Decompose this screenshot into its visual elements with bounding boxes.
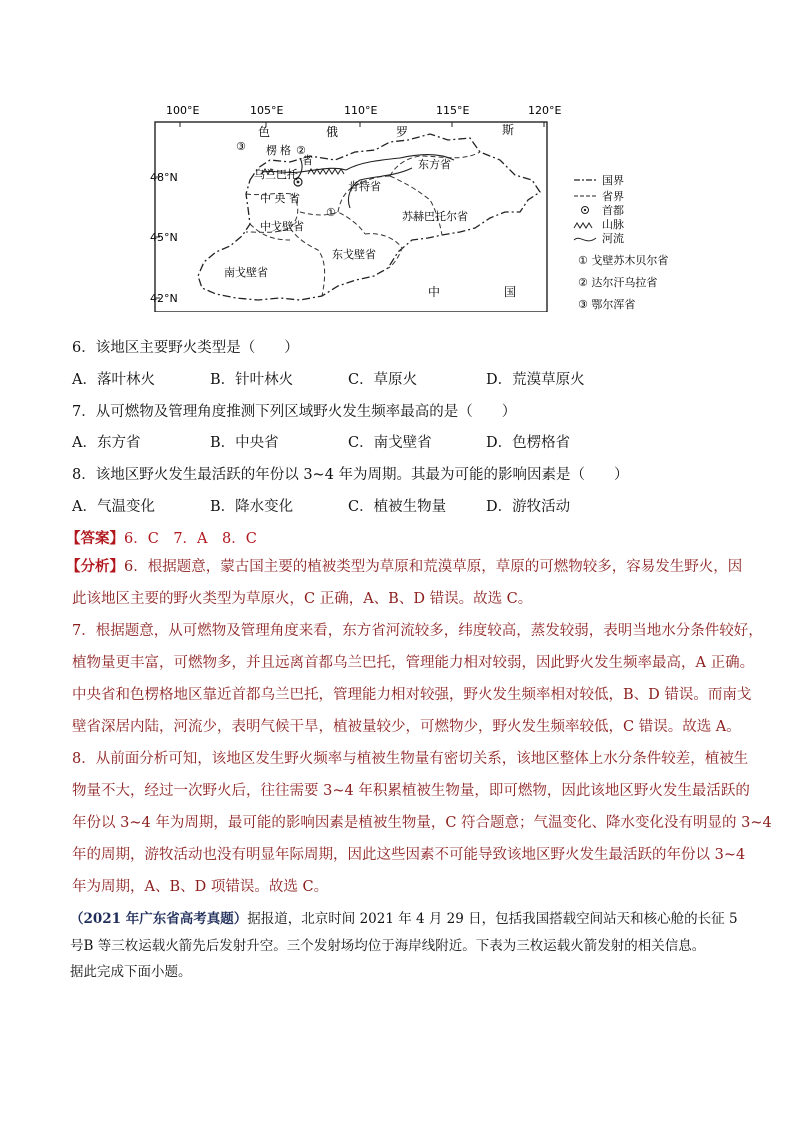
question-6-stem: 6．该地区主要野火类型是（ ） [72, 340, 299, 356]
lon-label: 100°E [166, 104, 200, 117]
q7-option-c: C．南戈壁省 [348, 435, 432, 451]
lon-label: 110°E [344, 104, 378, 117]
country-label-russia: 罗 [396, 125, 409, 139]
answer-text: 6．C 7．A 8．C [124, 531, 257, 547]
q6-option-a: A．落叶林火 [72, 372, 155, 388]
analysis-7-line-1: 7．根据题意，从可燃物及管理角度来看，东方省河流较多，纬度较高，蒸发较弱，表明当地水分条件较好， [72, 623, 763, 639]
analysis-7 [72, 615, 763, 743]
province-label: 格 [280, 144, 291, 157]
q7-option-a: A．东方省 [72, 435, 141, 451]
legend-note-1: ① 戈壁苏木贝尔省 [578, 254, 669, 267]
q6-option-c: C．草原火 [348, 372, 418, 388]
legend-mountain: 山脉 [602, 218, 624, 231]
analysis-6 [66, 551, 743, 615]
map-frame [155, 122, 547, 312]
lon-label: 115°E [436, 104, 470, 117]
province-label: 中戈壁省 [260, 220, 304, 233]
question-7-stem: 7．从可燃物及管理角度推测下列区域野火发生频率最高的是（ ） [72, 404, 517, 420]
analysis-8-line-5: 年为周期，A、B、D 项错误。故选 C。 [72, 879, 329, 895]
province-label: 南戈壁省 [224, 266, 268, 279]
analysis-8-line-2: 物量不大，经过一次野火后，往往需要 3~4 年积累植被生物量，即可燃物，因此该地区野火发生最活跃的 [72, 783, 750, 799]
lat-label: 42°N [150, 292, 178, 305]
province-label: 省 [302, 154, 313, 167]
province-label: 东戈壁省 [332, 248, 376, 261]
q8-option-b: B．降水变化 [210, 499, 294, 515]
province-label: 肯特省 [348, 180, 381, 193]
analysis-7-line-4: 壁省深居内陆，河流少，表明气候干旱，植被量较少，可燃物少，野火发生频率较低，C 错误。故选 A。 [72, 719, 741, 735]
province-label: 东方省 [418, 158, 451, 171]
intro-line-2: 号B 等三枚运载火箭先后发射升空。三个发射场均位于海岸线附近。下表为三枚运载火箭发射的相关信息。 [70, 937, 706, 954]
analysis-8-line-1: 8．从前面分析可知，该地区发生野火频率与植被生物量有密切关系，该地区整体上水分条件较差，植被生 [72, 751, 749, 767]
analysis-8-line-3: 年份以 3~4 年为周期，最可能的影响因素是植被生物量，C 符合题意；气温变化、降水变化没有明显的 3~4 [72, 815, 772, 831]
province-label: 中 央 省 [260, 192, 300, 205]
q8-option-c: C．植被生物量 [348, 499, 447, 515]
q8-option-d: D．游牧活动 [486, 499, 571, 515]
answer-label: 【答案】 [66, 530, 124, 547]
next-question-intro [70, 906, 740, 986]
analysis-7-line-2: 植物量更丰富，可燃物多，并且远离首都乌兰巴托，管理能力相对较弱，因此野火发生频率最高，A 正确。 [72, 655, 755, 671]
map-legend [574, 174, 668, 311]
q6-option-d: D．荒漠草原火 [486, 372, 585, 388]
province-label: 乌兰巴托 [254, 168, 298, 181]
q7-option-d: D．色楞格省 [486, 435, 571, 451]
lat-label: 48°N [150, 171, 178, 184]
mongolia-map [150, 100, 690, 312]
answer-line [66, 527, 257, 548]
legend-note-2: ② 达尔汗乌拉省 [578, 276, 658, 289]
country-label-russia: 俄 [326, 125, 339, 139]
marker-3: ③ [236, 140, 246, 153]
marker-2: ② [296, 144, 306, 157]
marker-1: ① [326, 206, 336, 219]
legend-capital: 首都 [602, 204, 624, 217]
analysis-8 [72, 743, 772, 903]
intro-line-3: 据此完成下面小题。 [70, 964, 192, 980]
analysis-8-line-4: 年的周期，游牧活动也没有明显年际周期，因此这些因素不可能导致该地区野火发生最活跃的年份以 3~4 [72, 847, 746, 863]
country-label-china: 国 [504, 285, 517, 299]
legend-river: 河流 [602, 232, 624, 245]
q7-option-b: B．中央省 [210, 435, 279, 451]
analysis-label: 【分析】 [66, 558, 124, 575]
province-label: 苏赫巴托尔省 [402, 210, 468, 223]
q8-option-a: A．气温变化 [72, 499, 155, 515]
legend-national-border: 国界 [602, 174, 624, 187]
lon-label: 120°E [528, 104, 562, 117]
country-label-russia: 斯 [502, 123, 515, 137]
intro-line-1: 据报道，北京时间 2021 年 4 月 29 日，包括我国搭载空间站天和核心舱的长征 5 [247, 911, 738, 927]
legend-note-3: ③ 鄂尔浑省 [578, 298, 636, 311]
analysis-7-line-3: 中央省和色楞格地区靠近首都乌兰巴托，管理能力相对较强，野火发生频率相对较低，B、D 错误。而南戈 [72, 687, 752, 703]
country-label-china: 中 [428, 285, 441, 299]
analysis-6-line-1: 6．根据题意，蒙古国主要的植被类型为草原和荒漠草原，草原的可燃物较多，容易发生野火，因 [124, 559, 743, 575]
country-label-russia: 色 [258, 125, 271, 139]
legend-province-border: 省界 [602, 190, 624, 203]
map-figure [150, 100, 690, 312]
analysis-6-line-2: 此该地区主要的野火类型为草原火，C 正确，A、B、D 错误。故选 C。 [72, 591, 533, 607]
lat-label: 45°N [150, 231, 178, 244]
lon-label: 105°E [250, 104, 284, 117]
q6-option-b: B．针叶林火 [210, 372, 294, 388]
source-label: （2021 年广东省高考真题） [70, 911, 248, 927]
province-label: 楞 [266, 144, 277, 157]
question-8-stem: 8．该地区野火发生最活跃的年份以 3~4 年为周期。其最为可能的影响因素是（ ） [72, 467, 629, 483]
